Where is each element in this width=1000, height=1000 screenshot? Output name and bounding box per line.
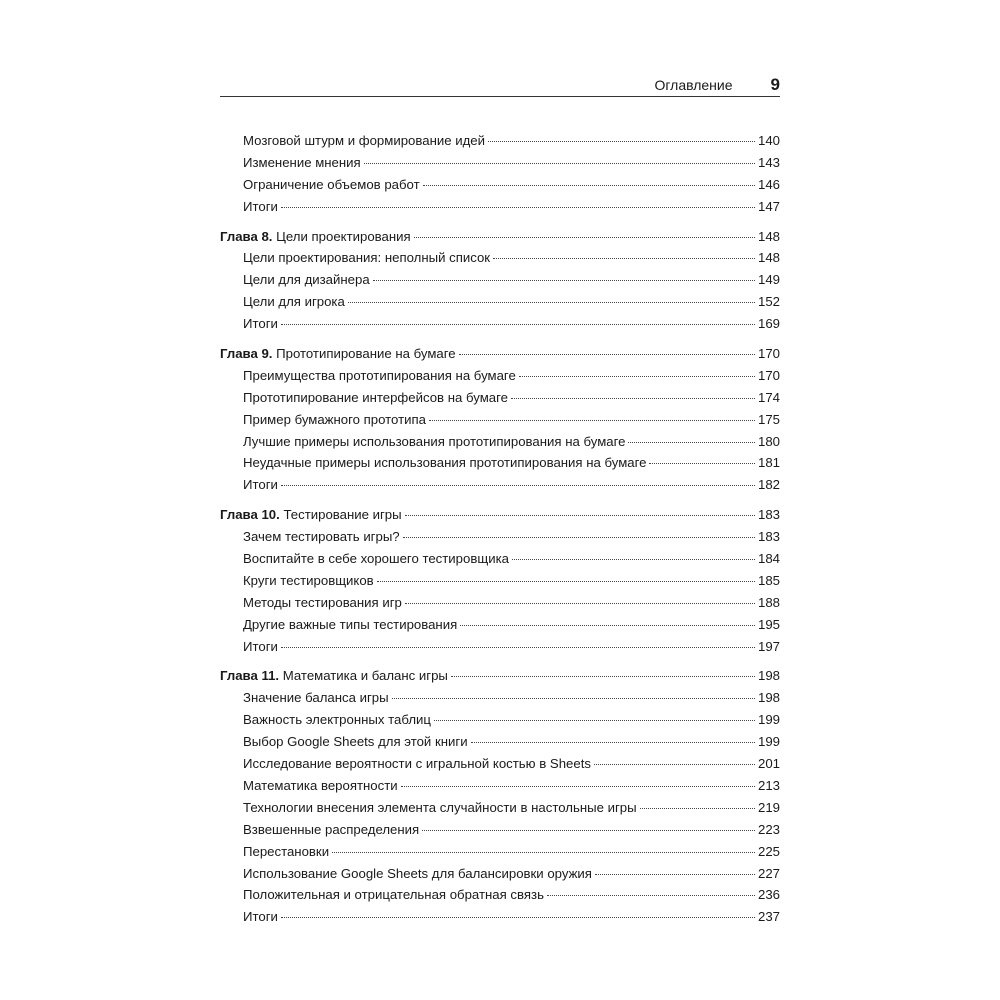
- dot-leader: [281, 485, 755, 486]
- entry-page-number: 225: [757, 843, 780, 859]
- entry-label: Итоги: [243, 477, 278, 493]
- chapter-number: Глава 9.: [220, 346, 273, 362]
- toc-entry-row[interactable]: [220, 431, 780, 453]
- entry-page-number: 197: [757, 638, 780, 654]
- toc-entry-row[interactable]: [220, 365, 780, 387]
- toc-chapter-row[interactable]: [220, 343, 780, 365]
- toc-entry-row[interactable]: [220, 753, 780, 775]
- toc-entry-row[interactable]: [220, 269, 780, 291]
- entry-page-number: 174: [757, 389, 780, 405]
- chapter-label: [220, 226, 411, 248]
- entry-page-number: 236: [757, 887, 780, 903]
- chapter-title: Прототипирование на бумаге: [276, 346, 456, 362]
- dot-leader: [423, 185, 755, 186]
- dot-leader: [649, 463, 755, 464]
- dot-leader: [451, 676, 755, 677]
- entry-label: Цели для дизайнера: [243, 272, 370, 288]
- dot-leader: [364, 163, 755, 164]
- dot-leader: [422, 830, 755, 831]
- dot-leader: [373, 280, 755, 281]
- chapter-title: Цели проектирования: [276, 228, 411, 244]
- entry-page-number: 219: [757, 799, 780, 815]
- entry-label: Лучшие примеры использования прототипирования на бумаге: [243, 433, 626, 449]
- toc-entry-row[interactable]: [220, 906, 780, 928]
- entry-page-number: 140: [757, 133, 780, 148]
- entry-page-number: 188: [757, 594, 780, 610]
- toc-section: [220, 130, 780, 218]
- entry-label: Положительная и отрицательная обратная связь: [243, 887, 544, 903]
- entry-page-number: 183: [757, 529, 780, 545]
- dot-leader: [488, 141, 755, 142]
- entry-page-number: 195: [757, 616, 780, 632]
- dot-leader: [434, 720, 755, 721]
- entry-page-number: 213: [757, 777, 780, 793]
- toc-entry-row[interactable]: [220, 452, 780, 474]
- toc-entry-row[interactable]: [220, 474, 780, 496]
- entry-page-number: 185: [757, 572, 780, 588]
- chapter-label: [220, 665, 448, 687]
- entry-label: Воспитайте в себе хорошего тестировщика: [243, 551, 509, 567]
- chapter-page-number: 198: [757, 668, 780, 684]
- entry-label: Математика вероятности: [243, 777, 398, 793]
- entry-label: Итоги: [243, 909, 278, 925]
- toc-entry-row[interactable]: [220, 775, 780, 797]
- chapter-title: Математика и баланс игры: [282, 668, 448, 684]
- toc-entry-row[interactable]: [220, 387, 780, 409]
- toc-entry-row[interactable]: [220, 709, 780, 731]
- toc-chapter-row[interactable]: [220, 665, 780, 687]
- entry-page-number: 201: [757, 756, 780, 772]
- entry-page-number: 237: [757, 909, 780, 925]
- entry-page-number: 184: [757, 551, 780, 567]
- entry-page-number: 180: [757, 433, 780, 449]
- toc-entry-row[interactable]: [220, 130, 780, 152]
- entry-page-number: 170: [757, 367, 780, 383]
- chapter-page-number: 170: [757, 346, 780, 362]
- entry-label: Итоги: [243, 316, 278, 332]
- entry-page-number: 169: [757, 316, 780, 332]
- toc-entry-row[interactable]: [220, 570, 780, 592]
- chapter-number: Глава 8.: [220, 228, 273, 244]
- entry-label: Перестановки: [243, 843, 330, 859]
- entry-page-number: 199: [757, 712, 780, 728]
- entry-page-number: 181: [757, 455, 780, 471]
- dot-leader: [594, 764, 755, 765]
- entry-label: Методы тестирования игр: [243, 594, 402, 610]
- entry-label: Итоги: [243, 638, 278, 654]
- dot-leader: [332, 852, 755, 853]
- toc-entry-row[interactable]: [220, 797, 780, 819]
- dot-leader: [281, 917, 755, 918]
- entry-label: Другие важные типы тестирования: [243, 616, 458, 632]
- entry-page-number: 199: [757, 734, 780, 750]
- entry-label: Использование Google Sheets для балансировки оружия: [243, 865, 592, 881]
- dot-leader: [547, 895, 755, 896]
- entry-page-number: 147: [757, 198, 780, 214]
- chapter-label: [220, 343, 456, 365]
- toc-entry-row[interactable]: [220, 884, 780, 906]
- toc-entry-row[interactable]: [220, 687, 780, 709]
- dot-leader: [512, 559, 755, 560]
- toc-chapter-row[interactable]: [220, 504, 780, 526]
- entry-label: Выбор Google Sheets для этой книги: [243, 734, 468, 750]
- dot-leader: [429, 420, 755, 421]
- dot-leader: [511, 398, 755, 399]
- table-of-contents: [220, 130, 780, 936]
- toc-section: [220, 343, 780, 496]
- entry-label: Круги тестировщиков: [243, 572, 374, 588]
- toc-entry-row[interactable]: [220, 196, 780, 218]
- entry-label: Прототипирование интерфейсов на бумаге: [243, 389, 508, 405]
- entry-page-number: 143: [757, 154, 780, 170]
- dot-leader: [392, 698, 755, 699]
- toc-entry-row[interactable]: [220, 409, 780, 431]
- dot-leader: [519, 376, 755, 377]
- dot-leader: [628, 442, 755, 443]
- entry-label: Цели для игрока: [243, 294, 345, 310]
- entry-label: Цели проектирования: неполный список: [243, 250, 491, 266]
- toc-entry-row[interactable]: [220, 863, 780, 885]
- toc-chapter-row[interactable]: [220, 226, 780, 248]
- entry-page-number: 175: [757, 411, 780, 427]
- entry-label: Пример бумажного прототипа: [243, 411, 426, 427]
- chapter-page-number: 148: [757, 228, 780, 244]
- toc-entry-row[interactable]: [220, 247, 780, 269]
- entry-label: Неудачные примеры использования прототипирования на бумаге: [243, 455, 647, 471]
- dot-leader: [281, 207, 755, 208]
- header-page-number: 9: [770, 75, 780, 94]
- toc-entry-row[interactable]: [220, 548, 780, 570]
- entry-label: Изменение мнения: [243, 154, 361, 170]
- toc-entry-row[interactable]: [220, 636, 780, 658]
- chapter-page-number: 183: [757, 507, 780, 523]
- entry-label: Взвешенные распределения: [243, 821, 420, 837]
- dot-leader: [460, 625, 755, 626]
- dot-leader: [401, 786, 755, 787]
- dot-leader: [595, 874, 755, 875]
- running-header: [220, 70, 780, 97]
- entry-label: Зачем тестировать игры?: [243, 529, 400, 545]
- toc-entry-row[interactable]: [220, 174, 780, 196]
- dot-leader: [403, 537, 755, 538]
- entry-label: Исследование вероятности с игральной костью в Sheets: [243, 756, 591, 772]
- entry-page-number: 148: [757, 250, 780, 266]
- dot-leader: [281, 647, 755, 648]
- toc-entry-row[interactable]: [220, 313, 780, 335]
- dot-leader: [459, 354, 755, 355]
- dot-leader: [471, 742, 755, 743]
- toc-entry-row[interactable]: [220, 291, 780, 313]
- dot-leader: [493, 258, 755, 259]
- entry-label: Значение баланса игры: [243, 690, 389, 706]
- dot-leader: [405, 603, 755, 604]
- dot-leader: [281, 324, 755, 325]
- toc-entry-row[interactable]: [220, 841, 780, 863]
- entry-page-number: 227: [757, 865, 780, 881]
- entry-page-number: 182: [757, 477, 780, 493]
- entry-page-number: 149: [757, 272, 780, 288]
- entry-page-number: 198: [757, 690, 780, 706]
- dot-leader: [414, 237, 755, 238]
- toc-section: [220, 665, 780, 928]
- chapter-title: Тестирование игры: [283, 507, 402, 523]
- dot-leader: [377, 581, 755, 582]
- chapter-number: Глава 10.: [220, 507, 280, 523]
- toc-entry-row[interactable]: [220, 526, 780, 548]
- entry-page-number: 152: [757, 294, 780, 310]
- toc-entry-row[interactable]: [220, 152, 780, 174]
- toc-entry-row[interactable]: [220, 592, 780, 614]
- entry-page-number: 223: [757, 821, 780, 837]
- toc-section: [220, 504, 780, 657]
- entry-label: Итоги: [243, 198, 278, 214]
- entry-page-number: 146: [757, 176, 780, 192]
- toc-entry-row[interactable]: [220, 731, 780, 753]
- chapter-label: [220, 504, 402, 526]
- header-title: Оглавление: [654, 77, 733, 93]
- dot-leader: [640, 808, 755, 809]
- entry-label: Ограничение объемов работ: [243, 176, 420, 192]
- dot-leader: [405, 515, 755, 516]
- chapter-number: Глава 11.: [220, 668, 280, 684]
- toc-section: [220, 226, 780, 335]
- entry-label: Важность электронных таблиц: [243, 712, 431, 728]
- dot-leader: [348, 302, 755, 303]
- entry-label: Технологии внесения элемента случайности в настольные игры: [243, 799, 637, 815]
- entry-label: Преимущества прототипирования на бумаге: [243, 367, 516, 383]
- entry-label: Мозговой штурм и формирование идей: [243, 133, 485, 148]
- toc-entry-row[interactable]: [220, 614, 780, 636]
- toc-entry-row[interactable]: [220, 819, 780, 841]
